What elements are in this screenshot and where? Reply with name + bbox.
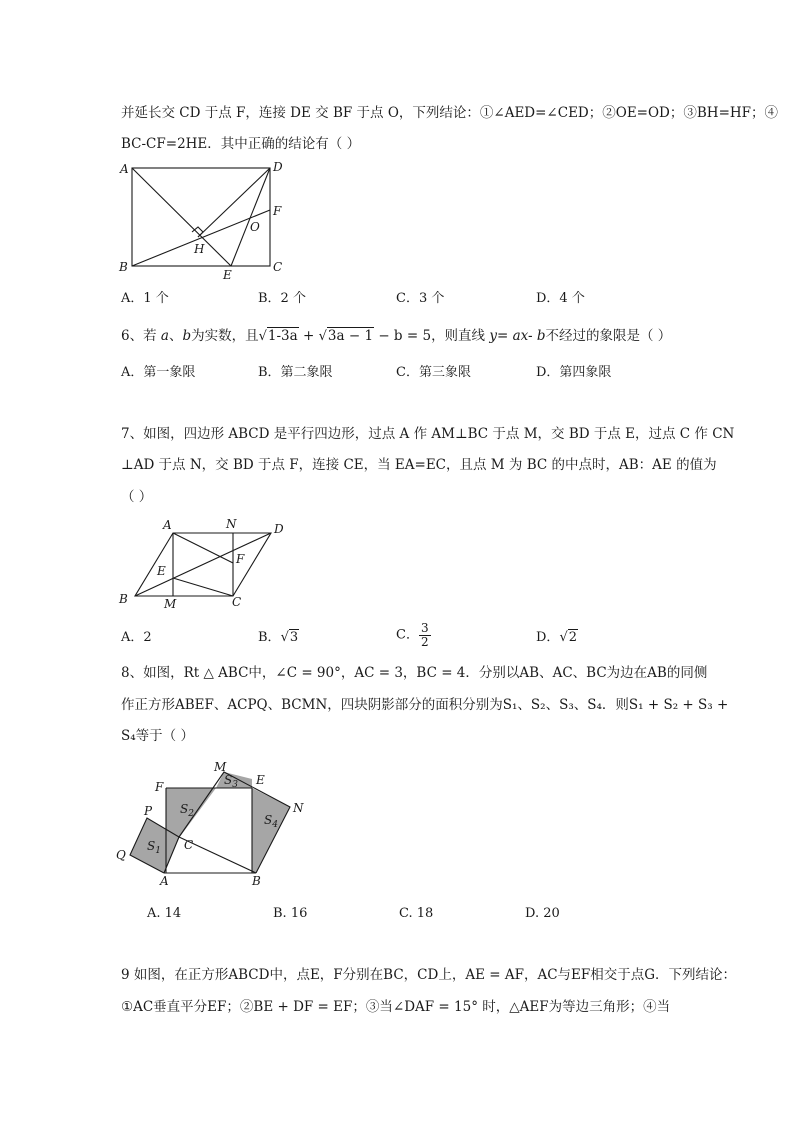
q7-text-line1: 7、如图，四边形 ABCD 是平行四边形，过点 A 作 AM⊥BC 于点 M，交 BD 于点 E，过点 C 作 CN [121, 426, 735, 442]
q5-text-line1: 并延长交 CD 于点 F，连接 DE 交 BF 于点 O，下列结论：①∠AED=∠CED；②OE=OD；③BH=HF；④ [121, 105, 779, 121]
q7-label-a: A [163, 518, 172, 532]
q6-option-b[interactable]: B．第二象限 [258, 365, 333, 380]
q7-option-d-radical: √ [559, 630, 568, 645]
q7-label-f: F [236, 552, 245, 566]
q8-label-s1-index: 1 [155, 846, 161, 856]
q8-label-s4-index: 4 [272, 820, 278, 830]
q8-text-line2: 作正方形ABEF、ACPQ、BCMN，四块阴影部分的面积分别为S₁、S₂、S₃、S₄．则S₁ + S₂ + S₃ + [121, 697, 729, 713]
q5-label-o: O [250, 220, 260, 234]
q8-label-s2-letter: S [180, 802, 189, 816]
q5-option-b[interactable]: B．2 个 [258, 291, 306, 306]
q6-separator: 、 [168, 328, 183, 344]
q8-label-b: B [252, 874, 261, 888]
q7-label-c: C [232, 595, 242, 609]
q7-text-line3: （ ） [121, 489, 153, 505]
q8-label-s1-letter: S [147, 839, 156, 853]
q7-label-d: D [274, 522, 284, 536]
q8-label-a: A [160, 874, 169, 888]
q6-mid: 为实数，且 [191, 328, 259, 344]
q8-label-s3-index: 3 [232, 780, 238, 790]
q7-label-n: N [226, 517, 237, 531]
q7-option-b-prefix: B． [258, 630, 281, 645]
q7-option-b-radical: √ [280, 630, 289, 645]
q8-label-f: F [155, 780, 164, 794]
q6-prefix: 6、若 [121, 328, 161, 344]
q7-label-b: B [119, 592, 128, 606]
q8-option-b[interactable]: B. 16 [273, 906, 308, 921]
q7-option-c-prefix: C． [396, 627, 419, 643]
q8-text-line3: S₄等于（ ） [121, 728, 194, 744]
q5-option-d[interactable]: D．4 个 [536, 291, 585, 306]
q6-radicand-1: 1-3a [267, 328, 298, 344]
q6-var-a: a [160, 328, 169, 344]
q5-label-e: E [223, 268, 232, 282]
q8-label-m: M [214, 760, 227, 774]
q7-label-e: E [157, 564, 166, 578]
q5-text-line2: BC-CF=2HE．其中正确的结论有（ ） [121, 136, 361, 152]
q8-label-e: E [256, 773, 265, 787]
q7-option-c-numerator: 3 [420, 621, 429, 635]
q8-option-c[interactable]: C. 18 [399, 906, 434, 921]
q7-option-a[interactable]: A．2 [121, 630, 152, 645]
q5-label-f: F [273, 204, 282, 218]
q6-radical-sign-2: √ [318, 329, 327, 344]
q5-label-b: B [119, 260, 128, 274]
q8-label-q: Q [116, 848, 126, 862]
q6-plus: + [298, 328, 319, 344]
q8-label-c: C [184, 838, 194, 852]
q6-suffix2: 不经过的象限是（ ） [545, 328, 672, 344]
q6-radicand-2: 3a − 1 [327, 328, 374, 344]
q5-option-c[interactable]: C．3 个 [396, 291, 445, 306]
q8-label-s3-letter: S [224, 773, 233, 787]
q5-label-h: H [194, 242, 205, 256]
q6-option-c[interactable]: C．第三象限 [396, 365, 471, 380]
q7-option-b-radicand: 3 [289, 630, 299, 645]
q8-shaded-s4 [252, 788, 290, 873]
q8-label-p: P [144, 804, 153, 818]
q8-text-line1: 8、如图，Rt △ ABC中，∠C = 90°，AC = 3，BC = 4．分别以AB、AC、BC为边在AB的同侧 [121, 665, 708, 681]
q6-var-b: b [182, 328, 192, 344]
q7-label-m: M [164, 597, 177, 611]
q5-option-a[interactable]: A．1 个 [121, 291, 169, 306]
q8-label-s2-index: 2 [188, 809, 194, 819]
q7-text-line2: ⊥AD 于点 N，交 BD 于点 F，连接 CE，当 EA=EC，且点 M 为 BC 的中点时，AB：AE 的值为 [121, 457, 717, 473]
q6-option-d[interactable]: D．第四象限 [536, 365, 612, 380]
q6-option-a[interactable]: A．第一象限 [121, 365, 196, 380]
q6-minus-b: − b = 5 [374, 328, 432, 344]
q7-option-c-denominator: 2 [420, 635, 429, 649]
q8-option-a[interactable]: A. 14 [147, 906, 182, 921]
q8-label-s4-letter: S [264, 813, 273, 827]
q7-option-d-prefix: D． [536, 630, 560, 645]
q5-label-a: A [120, 162, 129, 176]
q6-radical-sign-1: √ [258, 329, 267, 344]
q9-text-line2: ①AC垂直平分EF；②BE + DF = EF；③当∠DAF = 15° 时，△AEF为等边三角形；④当 [121, 999, 671, 1015]
q5-label-d: D [273, 160, 283, 174]
q9-text-line1: 9 如图，在正方形ABCD中，点E，F分别在BC，CD上，AE = AF，AC与EF相交于点G．下列结论： [121, 967, 737, 983]
q6-suffix1: ，则直线 [431, 328, 490, 344]
q6-equation: y= ax- b [489, 328, 546, 344]
q5-label-c: C [273, 260, 283, 274]
q7-option-d-radicand: 2 [568, 630, 578, 645]
q8-option-d[interactable]: D. 20 [525, 906, 560, 921]
q8-label-n: N [293, 801, 304, 815]
